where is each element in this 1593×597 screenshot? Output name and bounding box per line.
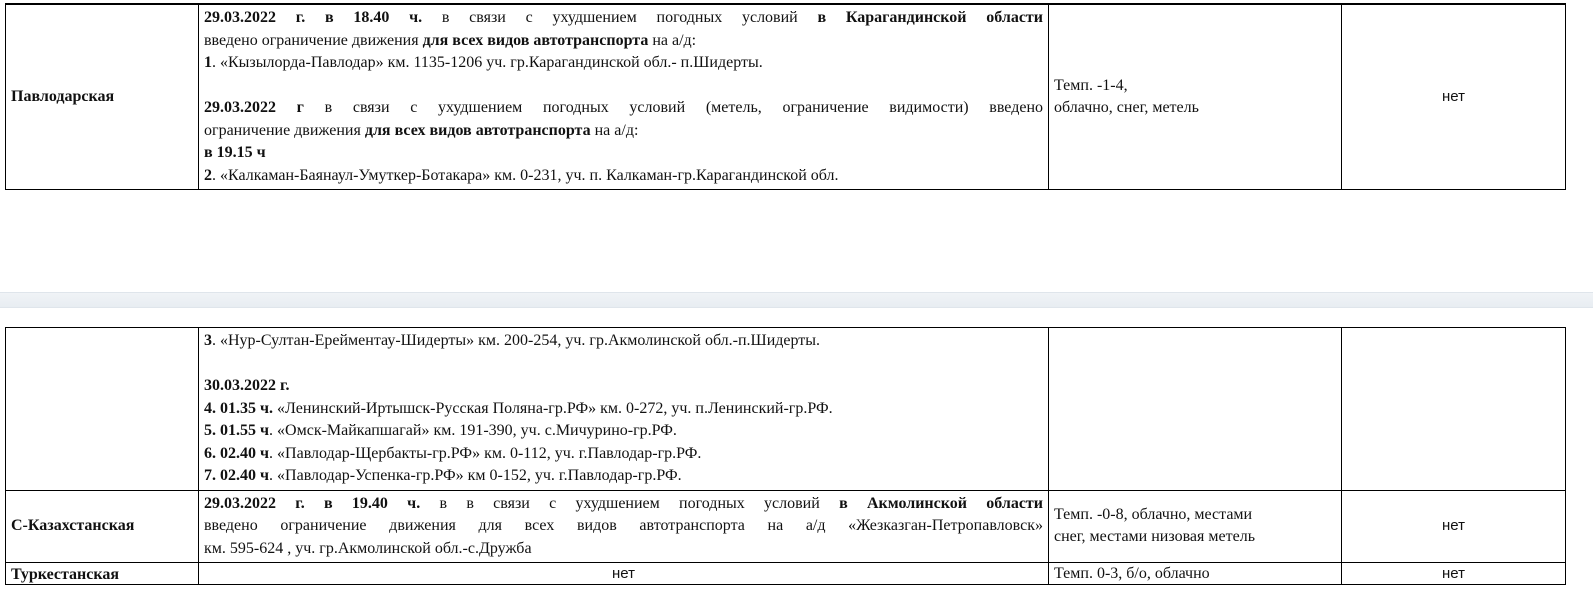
text: ограничение движения bbox=[204, 121, 365, 139]
area: в Карагандинской области bbox=[817, 9, 1044, 26]
time: в 19.15 ч bbox=[204, 144, 266, 161]
closure-value: нет bbox=[1442, 87, 1465, 105]
closure-cell bbox=[1342, 328, 1566, 491]
closure-value: нет bbox=[1442, 517, 1465, 534]
date-time: 29.03.2022 г bbox=[204, 99, 304, 116]
weather-cell bbox=[1049, 563, 1342, 585]
road-section: «Ленинский-Иртышск-Русская Поляна-гр.РФ» км. 0-272, уч. п.Ленинский-гр.РФ. bbox=[273, 399, 833, 417]
item-number: 7. 02.40 ч bbox=[204, 467, 270, 484]
item-number: 5. 01.55 ч bbox=[204, 422, 270, 439]
text-line bbox=[204, 97, 1043, 120]
region-cell bbox=[6, 4, 199, 190]
region-name: Павлодарская bbox=[11, 87, 115, 105]
table-row bbox=[6, 563, 1566, 585]
item-number: 4. 01.35 ч. bbox=[204, 399, 274, 417]
text: в связи с ухудшением погодных условий bbox=[422, 9, 818, 26]
restriction-description-cell bbox=[199, 490, 1049, 563]
text-line bbox=[204, 465, 1043, 488]
closure-cell bbox=[1342, 490, 1566, 563]
road-section: . «Павлодар-Щербакты-гр.РФ» км. 0-112, уч. г.Павлодар-гр.РФ. bbox=[269, 444, 702, 462]
item-number: 6. 02.40 ч bbox=[204, 444, 270, 462]
item-number: 2 bbox=[204, 166, 212, 184]
road-section: . «Омск-Майкапшагай» км. 191-390, уч. с.Мичурино-гр.РФ. bbox=[269, 422, 677, 439]
vehicle-scope: для всех видов автотранспорта bbox=[364, 121, 591, 139]
item-number: 1 bbox=[204, 54, 212, 71]
table-row bbox=[6, 4, 1566, 190]
weather-line: облачно, снег, метель bbox=[1054, 99, 1199, 116]
page-break bbox=[0, 292, 1593, 308]
weather-cell bbox=[1049, 490, 1342, 563]
region-cell bbox=[6, 563, 199, 585]
region-cell bbox=[6, 490, 199, 563]
region-name: Туркестанская bbox=[11, 566, 119, 583]
text: на а/д: bbox=[590, 121, 639, 139]
closure-cell bbox=[1342, 4, 1566, 190]
weather-cell bbox=[1049, 328, 1342, 491]
road-status-table-top bbox=[5, 3, 1566, 190]
weather-line: снег, местами низовая метель bbox=[1054, 528, 1255, 546]
text-line: км. 595-624 , уч. гр.Акмолинской обл.-с.Дружба bbox=[204, 539, 532, 557]
restriction-value: нет bbox=[612, 564, 635, 582]
region-name: С-Казахстанская bbox=[11, 517, 135, 534]
text-line bbox=[204, 120, 1043, 143]
road-section: . «Павлодар-Успенка-гр.РФ» км 0-152, уч. г.Павлодар-гр.РФ. bbox=[269, 467, 682, 484]
date: 30.03.2022 г. bbox=[204, 377, 290, 394]
weather-line: Темп. -1-4, bbox=[1054, 76, 1128, 94]
restriction-description-cell bbox=[199, 328, 1049, 491]
road-section: . «Кызылорда-Павлодар» км. 1135-1206 уч. гр.Карагандинской обл.- п.Шидерты. bbox=[212, 54, 763, 71]
text-line bbox=[204, 142, 1043, 165]
road-section: . «Калкаман-Баянаул-Умуткер-Ботакара» км. 0-231, уч. п. Калкаман-гр.Карагандинской обл. bbox=[212, 166, 839, 184]
text-line bbox=[204, 493, 1043, 516]
vehicle-scope: для всех видов автотранспорта bbox=[422, 31, 649, 49]
text-line bbox=[204, 398, 1043, 421]
text: введено ограничение движения bbox=[204, 31, 423, 49]
text: в в связи с ухудшением погодных условий bbox=[420, 494, 840, 512]
date-time: 29.03.2022 г. в 19.40 ч. bbox=[204, 494, 421, 512]
text-line bbox=[204, 165, 1043, 188]
weather-cell bbox=[1049, 4, 1342, 190]
text-line bbox=[204, 52, 1043, 75]
road-section: . «Нур-Султан-Ерейментау-Шидерты» км. 200-254, уч. гр.Акмолинской обл.-п.Шидерты. bbox=[212, 332, 821, 349]
text: на а/д: bbox=[648, 31, 697, 49]
table-row bbox=[6, 490, 1566, 563]
item-number: 3 bbox=[204, 332, 212, 349]
weather-line: Темп. 0-3, б/о, облачно bbox=[1054, 564, 1210, 582]
table-row bbox=[6, 328, 1566, 491]
restriction-description-cell bbox=[199, 4, 1049, 190]
region-cell bbox=[6, 328, 199, 491]
text-line bbox=[204, 420, 1043, 443]
closure-value: нет bbox=[1442, 564, 1465, 582]
blank-line bbox=[204, 353, 1043, 376]
text-line bbox=[204, 443, 1043, 466]
weather-line: Темп. -0-8, облачно, местами bbox=[1054, 505, 1253, 523]
blank-line bbox=[204, 75, 1043, 98]
road-status-table-bottom bbox=[5, 327, 1566, 585]
text-line: введено ограничение движения для всех видов автотранспорта на а/д «Жезказган-Петропавловск» bbox=[204, 517, 1043, 534]
text-line bbox=[204, 375, 1043, 398]
text-line bbox=[204, 7, 1043, 30]
date-time: 29.03.2022 г. в 18.40 ч. bbox=[204, 9, 423, 26]
closure-cell bbox=[1342, 563, 1566, 585]
text-line bbox=[204, 330, 1043, 353]
text: в связи с ухудшением погодных условий (метель, ограничение видимости) введено bbox=[303, 99, 1044, 116]
area: в Акмолинской области bbox=[839, 494, 1044, 512]
text-line bbox=[204, 30, 1043, 53]
restriction-description-cell bbox=[199, 563, 1049, 585]
